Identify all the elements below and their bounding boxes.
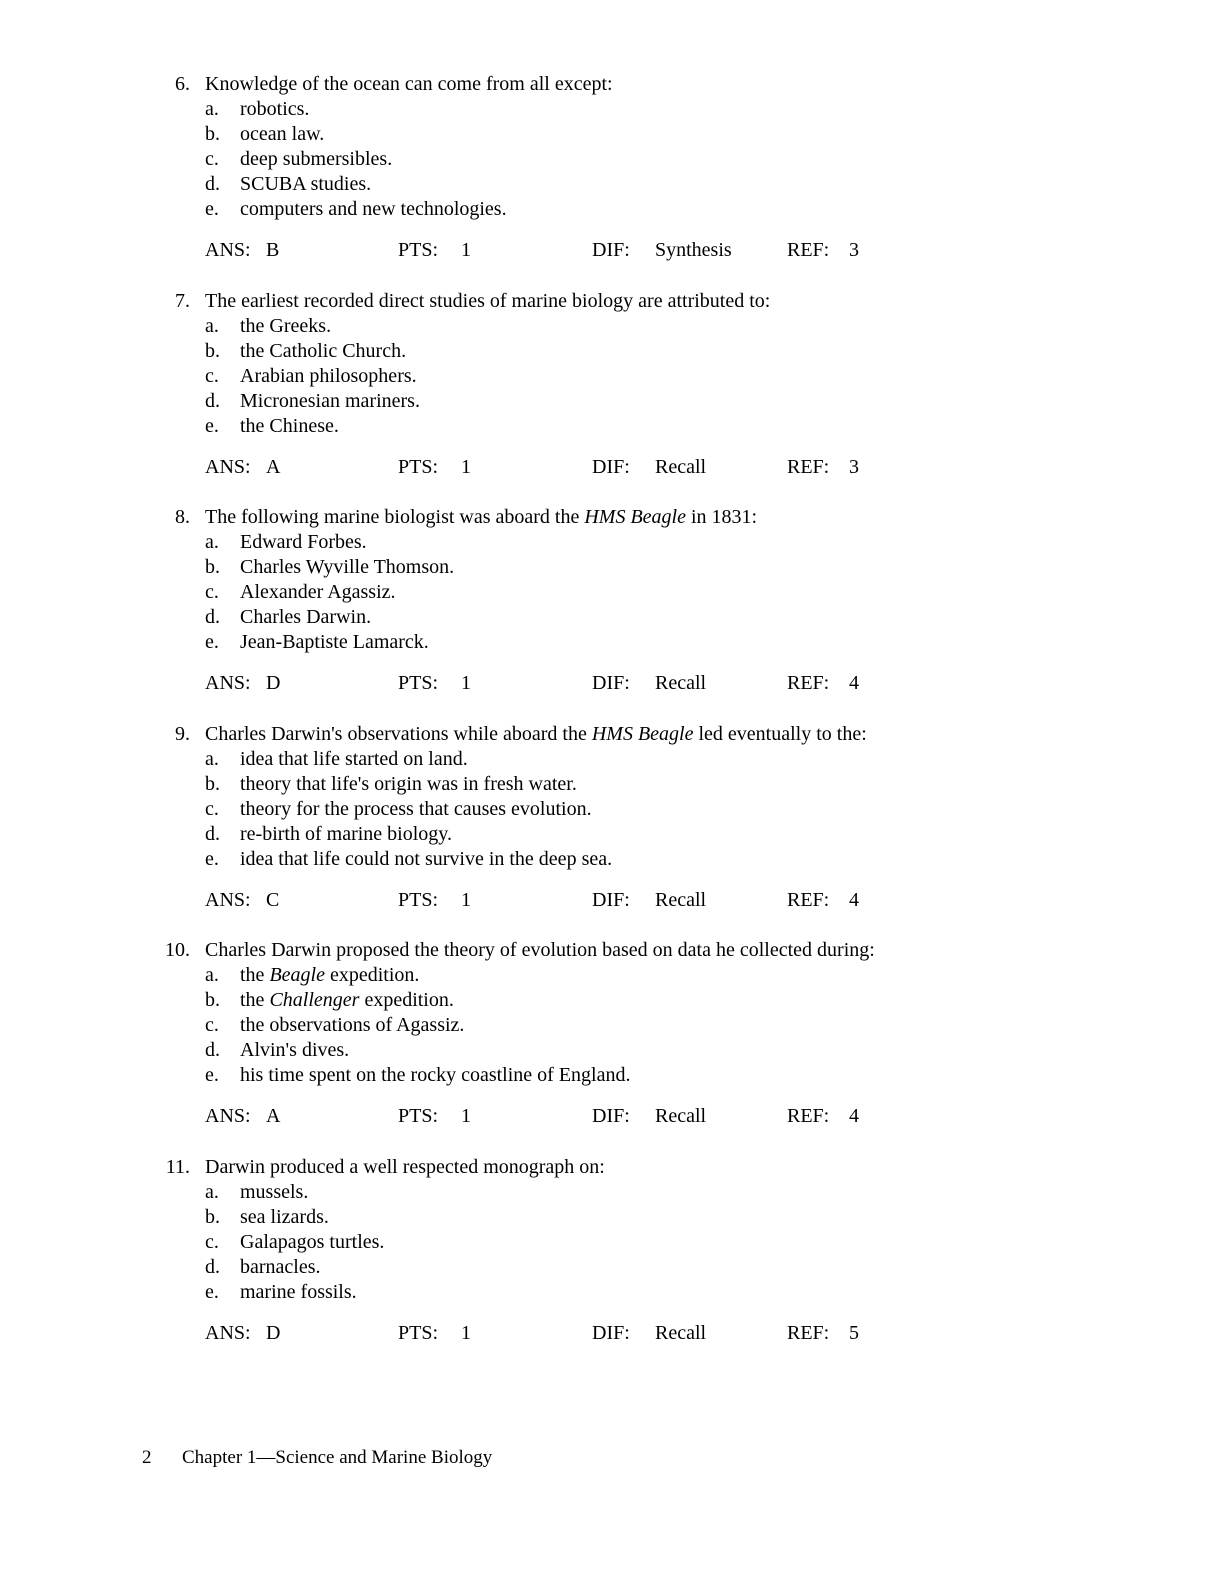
question-stem-text-after: led eventually to the:	[693, 723, 867, 745]
choice-text	[240, 197, 507, 222]
choice-letter: c.	[205, 365, 219, 387]
question-stem	[205, 289, 770, 314]
choice-text-part: Galapagos turtles.	[240, 1231, 385, 1253]
question-stem-text-after: in 1831:	[686, 506, 758, 528]
choice-text	[240, 314, 331, 339]
reference-value: 3	[849, 239, 859, 261]
choice-text	[240, 1255, 321, 1280]
choice-text	[240, 1013, 464, 1038]
points-value: 1	[461, 1105, 471, 1127]
choice-text-part: Jean-Baptiste Lamarck.	[240, 631, 429, 653]
choice-text-part: computers and new technologies.	[240, 198, 507, 220]
difficulty-value: Recall	[655, 456, 707, 478]
choice-text-part: idea that life could not survive in the deep sea.	[240, 848, 613, 870]
answer-choice	[0, 197, 1224, 222]
choice-text	[240, 772, 577, 797]
choice-text-part: his time spent on the rocky coastline of England.	[240, 1064, 631, 1086]
question-stem	[205, 505, 757, 530]
question-stem-text: Charles Darwin proposed the theory of evolution based on data he collected during:	[205, 939, 875, 961]
answer-choice	[0, 605, 1224, 630]
question-number: 6.	[175, 73, 190, 95]
choice-text-part: Alvin's dives.	[240, 1039, 350, 1061]
choice-text-italic: Challenger	[269, 989, 360, 1011]
difficulty-value: Synthesis	[655, 239, 732, 261]
dif-label: DIF:	[592, 456, 630, 478]
question-stem-text: The following marine biologist was aboard the	[205, 506, 585, 528]
choice-text	[240, 147, 392, 172]
choice-text	[240, 172, 371, 197]
points-value: 1	[461, 889, 471, 911]
choice-letter: b.	[205, 773, 220, 795]
choice-text	[240, 988, 454, 1013]
answer-choice	[0, 147, 1224, 172]
question-stem-text: Darwin produced a well respected monograph on:	[205, 1156, 605, 1178]
pts-label: PTS:	[398, 1322, 439, 1344]
choice-text-part: ocean law.	[240, 123, 325, 145]
question-stem	[205, 1155, 605, 1180]
choice-text	[240, 339, 406, 364]
choice-text	[240, 97, 309, 122]
answer-key-line	[0, 671, 1224, 696]
choice-text	[240, 605, 371, 630]
answer-choice	[0, 530, 1224, 555]
choice-letter: d.	[205, 173, 220, 195]
choice-letter: e.	[205, 198, 219, 220]
answer-value: C	[266, 889, 280, 911]
choice-letter: b.	[205, 1206, 220, 1228]
choice-text-part: Charles Wyville Thomson.	[240, 556, 455, 578]
pts-label: PTS:	[398, 1105, 439, 1127]
answer-value: D	[266, 672, 281, 694]
answer-key-line	[0, 455, 1224, 480]
choice-text-part: the Greeks.	[240, 315, 332, 337]
answer-value: B	[266, 239, 280, 261]
choice-text	[240, 389, 420, 414]
answer-choice	[0, 630, 1224, 655]
choice-text-part: the	[240, 964, 270, 986]
choice-letter: e.	[205, 631, 219, 653]
answer-choice	[0, 555, 1224, 580]
choice-letter: e.	[205, 415, 219, 437]
dif-label: DIF:	[592, 889, 630, 911]
answer-choice	[0, 1013, 1224, 1038]
difficulty-value: Recall	[655, 672, 707, 694]
ans-label: ANS:	[205, 456, 251, 478]
choice-letter: c.	[205, 1014, 219, 1036]
choice-letter: c.	[205, 1231, 219, 1253]
ref-label: REF:	[787, 889, 830, 911]
ans-label: ANS:	[205, 889, 251, 911]
question-stem-italic: HMS Beagle	[584, 506, 686, 528]
ref-label: REF:	[787, 1105, 830, 1127]
answer-choice	[0, 414, 1224, 439]
ans-label: ANS:	[205, 239, 251, 261]
choice-letter: c.	[205, 148, 219, 170]
choice-text-part: the observations of Agassiz.	[240, 1014, 465, 1036]
answer-choice	[0, 1205, 1224, 1230]
choice-text	[240, 1280, 357, 1305]
question-stem	[205, 72, 613, 97]
choice-text-part: the	[240, 989, 270, 1011]
difficulty-value: Recall	[655, 1322, 707, 1344]
ans-label: ANS:	[205, 1322, 251, 1344]
reference-value: 5	[849, 1322, 859, 1344]
answer-value: D	[266, 1322, 281, 1344]
choice-letter: a.	[205, 531, 219, 553]
dif-label: DIF:	[592, 239, 630, 261]
question-number: 7.	[175, 290, 190, 312]
choice-letter: d.	[205, 823, 220, 845]
choice-text	[240, 530, 367, 555]
choice-text	[240, 364, 417, 389]
choice-text	[240, 1063, 630, 1088]
choice-text-part: robotics.	[240, 98, 310, 120]
answer-choice	[0, 847, 1224, 872]
choice-text-part: barnacles.	[240, 1256, 321, 1278]
chapter-title: Chapter 1—Science and Marine Biology	[182, 1447, 493, 1468]
choice-text	[240, 1230, 384, 1255]
choice-letter: b.	[205, 556, 220, 578]
answer-key-line	[0, 1321, 1224, 1346]
choice-letter: a.	[205, 315, 219, 337]
choice-letter: c.	[205, 581, 219, 603]
question-number: 9.	[175, 723, 190, 745]
choice-text-part: theory that life's origin was in fresh water.	[240, 773, 577, 795]
choice-text-part: re-birth of marine biology.	[240, 823, 452, 845]
points-value: 1	[461, 239, 471, 261]
choice-text	[240, 822, 452, 847]
choice-text-part: the Chinese.	[240, 415, 339, 437]
answer-choice	[0, 797, 1224, 822]
choice-text-part: Alexander Agassiz.	[240, 581, 396, 603]
question-number: 10.	[165, 939, 190, 961]
choice-letter: d.	[205, 606, 220, 628]
dif-label: DIF:	[592, 672, 630, 694]
choice-text-part: sea lizards.	[240, 1206, 329, 1228]
reference-value: 3	[849, 456, 859, 478]
choice-text-part: Arabian philosophers.	[240, 365, 417, 387]
choice-letter: d.	[205, 1256, 220, 1278]
choice-letter: c.	[205, 798, 219, 820]
choice-text-part: Edward Forbes.	[240, 531, 367, 553]
pts-label: PTS:	[398, 672, 439, 694]
choice-text	[240, 555, 454, 580]
choice-letter: d.	[205, 1039, 220, 1061]
choice-letter: e.	[205, 1281, 219, 1303]
choice-letter: a.	[205, 964, 219, 986]
choice-text	[240, 747, 468, 772]
ans-label: ANS:	[205, 1105, 251, 1127]
choice-text-after: expedition.	[324, 964, 420, 986]
answer-choice	[0, 772, 1224, 797]
choice-text-part: SCUBA studies.	[240, 173, 372, 195]
answer-choice	[0, 747, 1224, 772]
answer-choice	[0, 1230, 1224, 1255]
choice-text-part: mussels.	[240, 1181, 309, 1203]
choice-text	[240, 122, 324, 147]
answer-choice	[0, 122, 1224, 147]
choice-text-after: expedition.	[359, 989, 454, 1011]
choice-letter: b.	[205, 340, 220, 362]
choice-text-part: Charles Darwin.	[240, 606, 372, 628]
choice-letter: e.	[205, 848, 219, 870]
pts-label: PTS:	[398, 889, 439, 911]
answer-choice	[0, 1255, 1224, 1280]
answer-choice	[0, 97, 1224, 122]
points-value: 1	[461, 456, 471, 478]
answer-choice	[0, 389, 1224, 414]
question-number: 11.	[165, 1156, 190, 1178]
question-stem	[205, 722, 867, 747]
question-stem	[205, 938, 875, 963]
ref-label: REF:	[787, 1322, 830, 1344]
answer-choice	[0, 314, 1224, 339]
page-number: 2	[142, 1447, 152, 1468]
answer-choice	[0, 1038, 1224, 1063]
choice-text	[240, 1180, 308, 1205]
choice-text-part: idea that life started on land.	[240, 748, 468, 770]
reference-value: 4	[849, 672, 859, 694]
ref-label: REF:	[787, 456, 830, 478]
ref-label: REF:	[787, 239, 830, 261]
dif-label: DIF:	[592, 1322, 630, 1344]
choice-text	[240, 963, 419, 988]
choice-text-part: Micronesian mariners.	[240, 390, 420, 412]
answer-key-line	[0, 238, 1224, 263]
ans-label: ANS:	[205, 672, 251, 694]
choice-letter: a.	[205, 98, 219, 120]
choice-text	[240, 797, 592, 822]
choice-letter: e.	[205, 1064, 219, 1086]
answer-choice	[0, 172, 1224, 197]
question-stem-italic: HMS Beagle	[591, 723, 694, 745]
choice-letter: b.	[205, 989, 220, 1011]
choice-text	[240, 1038, 349, 1063]
answer-choice	[0, 822, 1224, 847]
answer-choice	[0, 364, 1224, 389]
choice-text-italic: Beagle	[269, 964, 325, 986]
ref-label: REF:	[787, 672, 830, 694]
answer-choice	[0, 1063, 1224, 1088]
choice-text	[240, 1205, 329, 1230]
answer-choice	[0, 339, 1224, 364]
question-number: 8.	[175, 506, 190, 528]
reference-value: 4	[849, 1105, 859, 1127]
points-value: 1	[461, 1322, 471, 1344]
answer-choice	[0, 988, 1224, 1013]
pts-label: PTS:	[398, 239, 439, 261]
answer-key-line	[0, 888, 1224, 913]
choice-text-part: deep submersibles.	[240, 148, 393, 170]
choice-text	[240, 414, 339, 439]
question-stem-text: Knowledge of the ocean can come from all except:	[205, 73, 613, 95]
choice-text	[240, 630, 429, 655]
difficulty-value: Recall	[655, 1105, 707, 1127]
answer-choice	[0, 580, 1224, 605]
answer-key-line	[0, 1104, 1224, 1129]
answer-choice	[0, 1180, 1224, 1205]
answer-value: A	[266, 456, 281, 478]
difficulty-value: Recall	[655, 889, 707, 911]
choice-text	[240, 580, 396, 605]
choice-letter: d.	[205, 390, 220, 412]
reference-value: 4	[849, 889, 859, 911]
points-value: 1	[461, 672, 471, 694]
question-stem-text: Charles Darwin's observations while aboard the	[205, 723, 592, 745]
answer-value: A	[266, 1105, 281, 1127]
choice-letter: b.	[205, 123, 220, 145]
choice-letter: a.	[205, 748, 219, 770]
choice-text-part: theory for the process that causes evolution.	[240, 798, 592, 820]
choice-letter: a.	[205, 1181, 219, 1203]
answer-choice	[0, 963, 1224, 988]
choice-text-part: the Catholic Church.	[240, 340, 407, 362]
pts-label: PTS:	[398, 456, 439, 478]
answer-choice	[0, 1280, 1224, 1305]
choice-text-part: marine fossils.	[240, 1281, 357, 1303]
choice-text	[240, 847, 612, 872]
dif-label: DIF:	[592, 1105, 630, 1127]
question-stem-text: The earliest recorded direct studies of marine biology are attributed to:	[205, 290, 771, 312]
